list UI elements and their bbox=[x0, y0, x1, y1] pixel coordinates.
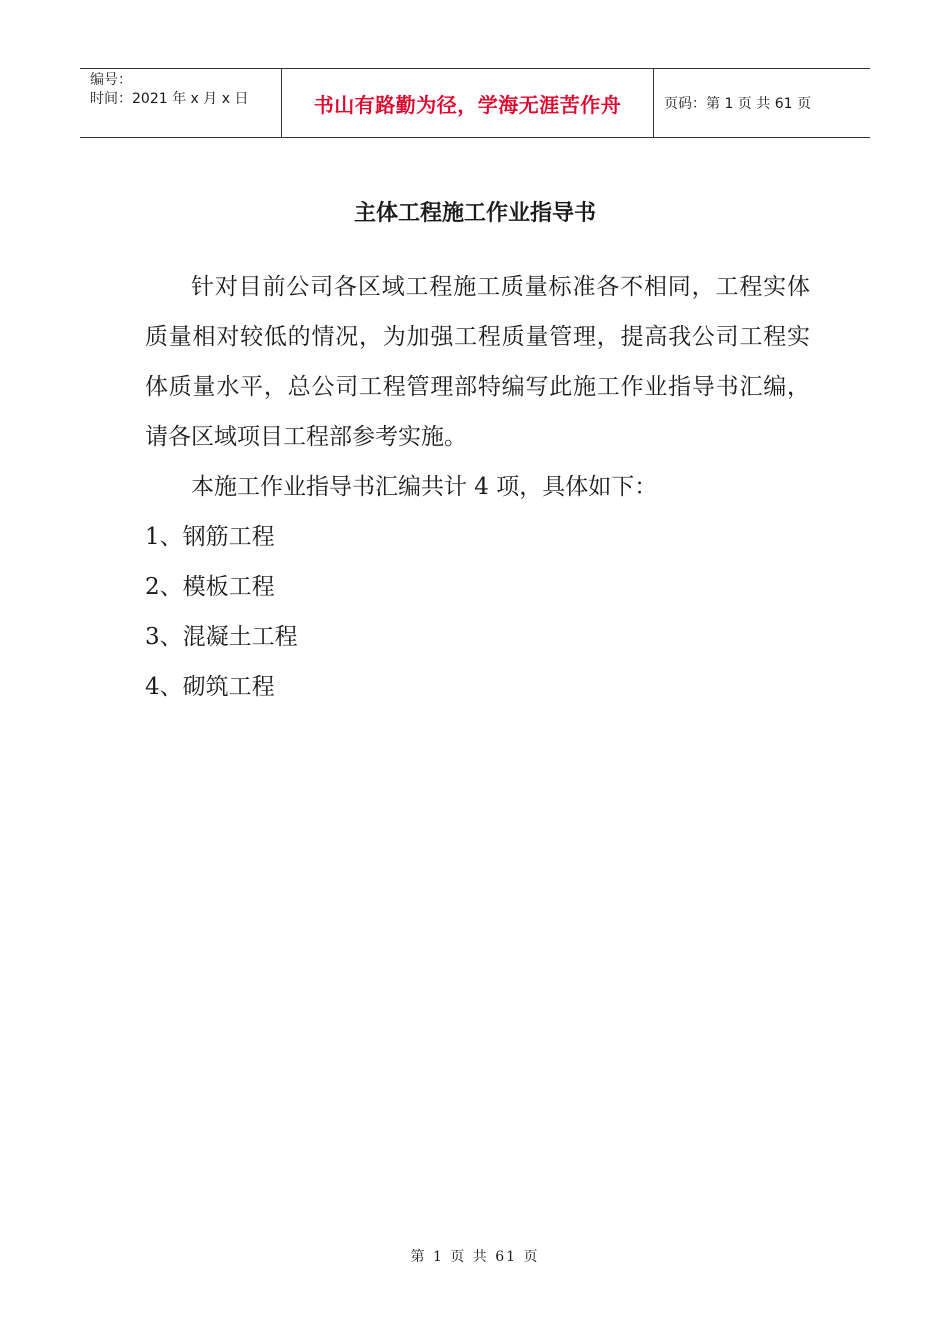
header-meta bbox=[80, 69, 282, 137]
page-footer: 第 1 页 共 61 页 bbox=[410, 1249, 540, 1265]
motto: 书山有路勤为径，学海无涯苦作舟 bbox=[313, 92, 622, 117]
document-header bbox=[80, 68, 870, 138]
header-page-cell bbox=[654, 69, 870, 137]
header-motto-cell bbox=[282, 69, 654, 137]
time-label: 时间：2021 年 x 月 x 日 bbox=[90, 91, 249, 107]
list-item: 3、混凝土工程 bbox=[145, 624, 298, 650]
page-info: 页码：第 1 页 共 61 页 bbox=[664, 96, 811, 112]
summary-paragraph: 本施工作业指导书汇编共计 4 项，具体如下： bbox=[191, 474, 658, 500]
list-item: 1、钢筋工程 bbox=[145, 524, 275, 550]
document-body bbox=[145, 262, 810, 712]
number-label: 编号： bbox=[90, 72, 132, 88]
document-title: 主体工程施工作业指导书 bbox=[353, 201, 596, 226]
intro-paragraph: 针对目前公司各区域工程施工质量标准各不相同，工程实体质量相对较低的情况，为加强工程质量管理，提高我公司工程实体质量水平，总公司工程管理部特编写此施工作业指导书汇编，请各区域项目工程部参考实施。 bbox=[145, 274, 810, 450]
list-item: 4、砌筑工程 bbox=[145, 674, 275, 700]
list-item: 2、模板工程 bbox=[145, 574, 275, 600]
